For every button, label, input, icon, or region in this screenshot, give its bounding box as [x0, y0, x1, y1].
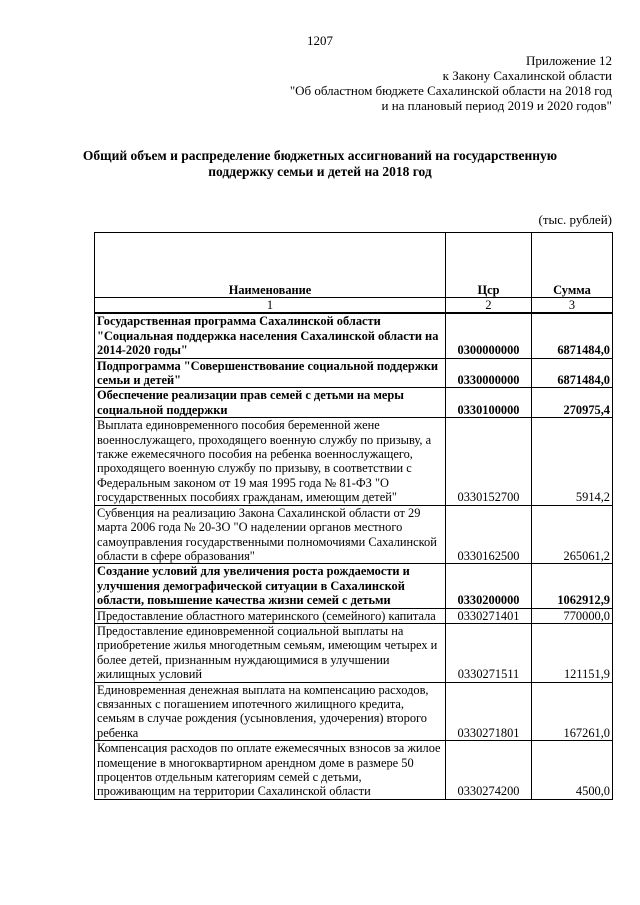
- column-number: 3: [532, 298, 613, 314]
- appendix-line-1: Приложение 12: [525, 53, 612, 68]
- appendix-line-2: к Закону Сахалинской области: [442, 68, 612, 83]
- row-sum-cell: 6871484,0: [532, 358, 613, 388]
- column-number: 2: [446, 298, 532, 314]
- row-csr-cell: 0330274200: [446, 741, 532, 800]
- row-csr-cell: 0330152700: [446, 418, 532, 505]
- appendix-line-3: "Об областном бюджете Сахалинской области на 2018 год: [289, 83, 612, 98]
- table-row: [95, 682, 613, 741]
- table-row: [95, 608, 613, 623]
- table-row: [95, 741, 613, 800]
- header-csr: Цср: [446, 233, 532, 298]
- row-name-cell: Единовременная денежная выплата на компенсацию расходов, связанных с погашением ипотечного жилищного кредита, семьям в случае рождения (усыновления, удочерения) второго ребенка: [95, 682, 446, 741]
- row-csr-cell: 0330271511: [446, 623, 532, 682]
- table-row: [95, 358, 613, 388]
- row-name-cell: Компенсация расходов по оплате ежемесячных взносов за жилое помещение в многоквартирном арендном доме в размере 50 процентов отдельным категориям семей с детьми, проживающим на территории Сахалинской области: [95, 741, 446, 800]
- units-label: (тыс. рублей): [538, 212, 612, 227]
- title-line-2: поддержку семьи и детей на 2018 год: [208, 164, 432, 179]
- row-csr-cell: 0330100000: [446, 388, 532, 418]
- row-sum-cell: 265061,2: [532, 505, 613, 564]
- row-sum-cell: 121151,9: [532, 623, 613, 682]
- row-csr-cell: 0330271401: [446, 608, 532, 623]
- table-row: [95, 418, 613, 505]
- table-row: [95, 388, 613, 418]
- row-sum-cell: 4500,0: [532, 741, 613, 800]
- row-sum-cell: 770000,0: [532, 608, 613, 623]
- row-name-cell: Субвенция на реализацию Закона Сахалинской области от 29 марта 2006 года № 20-ЗО "О наделении органов местного самоуправления государственными полномочиями Сахалинской области в сфере образования": [95, 505, 446, 564]
- row-name-cell: Предоставление единовременной социальной выплаты на приобретение жилья многодетным семьям, имеющим четырех и более детей, признанным нуждающимися в улучшении жилищных условий: [95, 623, 446, 682]
- table-row: [95, 564, 613, 608]
- header-name: Наименование: [95, 233, 446, 298]
- document-title: [60, 148, 580, 180]
- row-sum-cell: 270975,4: [532, 388, 613, 418]
- row-name-cell: Обеспечение реализации прав семей с детьми на меры социальной поддержки: [95, 388, 446, 418]
- row-name-cell: Создание условий для увеличения роста рождаемости и улучшения демографической ситуации в Сахалинской области, повышение качества жизни семей с детьми: [95, 564, 446, 608]
- row-name-cell: Выплата единовременного пособия беременной жене военнослужащего, проходящего военную службу по призыву, а также ежемесячного пособия на ребенка военнослужащего, проходящего военную службу по призыву, в соответствии с Федеральным законом от 19 мая 1995 года № 81-ФЗ "О государственных пособиях гражданам, имеющим детей": [95, 418, 446, 505]
- table-header-row: [95, 233, 613, 298]
- row-csr-cell: 0300000000: [446, 313, 532, 358]
- appendix-header: [290, 53, 612, 113]
- row-name-cell: Предоставление областного материнского (семейного) капитала: [95, 608, 446, 623]
- row-name-cell: Подпрограмма "Совершенствование социальной поддержки семьи и детей": [95, 358, 446, 388]
- table-row: [95, 505, 613, 564]
- table-row: [95, 623, 613, 682]
- row-name-cell: Государственная программа Сахалинской области "Социальная поддержка населения Сахалинской области на 2014-2020 годы": [95, 313, 446, 358]
- row-csr-cell: 0330162500: [446, 505, 532, 564]
- row-csr-cell: 0330200000: [446, 564, 532, 608]
- row-sum-cell: 1062912,9: [532, 564, 613, 608]
- page-number: 1207: [307, 33, 333, 48]
- column-number-row: [95, 298, 613, 314]
- table-body: [95, 313, 613, 799]
- table-row: [95, 313, 613, 358]
- row-sum-cell: 6871484,0: [532, 313, 613, 358]
- appendix-line-4: и на плановый период 2019 и 2020 годов": [381, 98, 612, 113]
- row-sum-cell: 167261,0: [532, 682, 613, 741]
- column-number: 1: [95, 298, 446, 314]
- row-csr-cell: 0330271801: [446, 682, 532, 741]
- header-sum: Сумма: [532, 233, 613, 298]
- row-csr-cell: 0330000000: [446, 358, 532, 388]
- row-sum-cell: 5914,2: [532, 418, 613, 505]
- budget-table: [94, 232, 613, 800]
- title-line-1: Общий объем и распределение бюджетных ассигнований на государственную: [82, 148, 558, 163]
